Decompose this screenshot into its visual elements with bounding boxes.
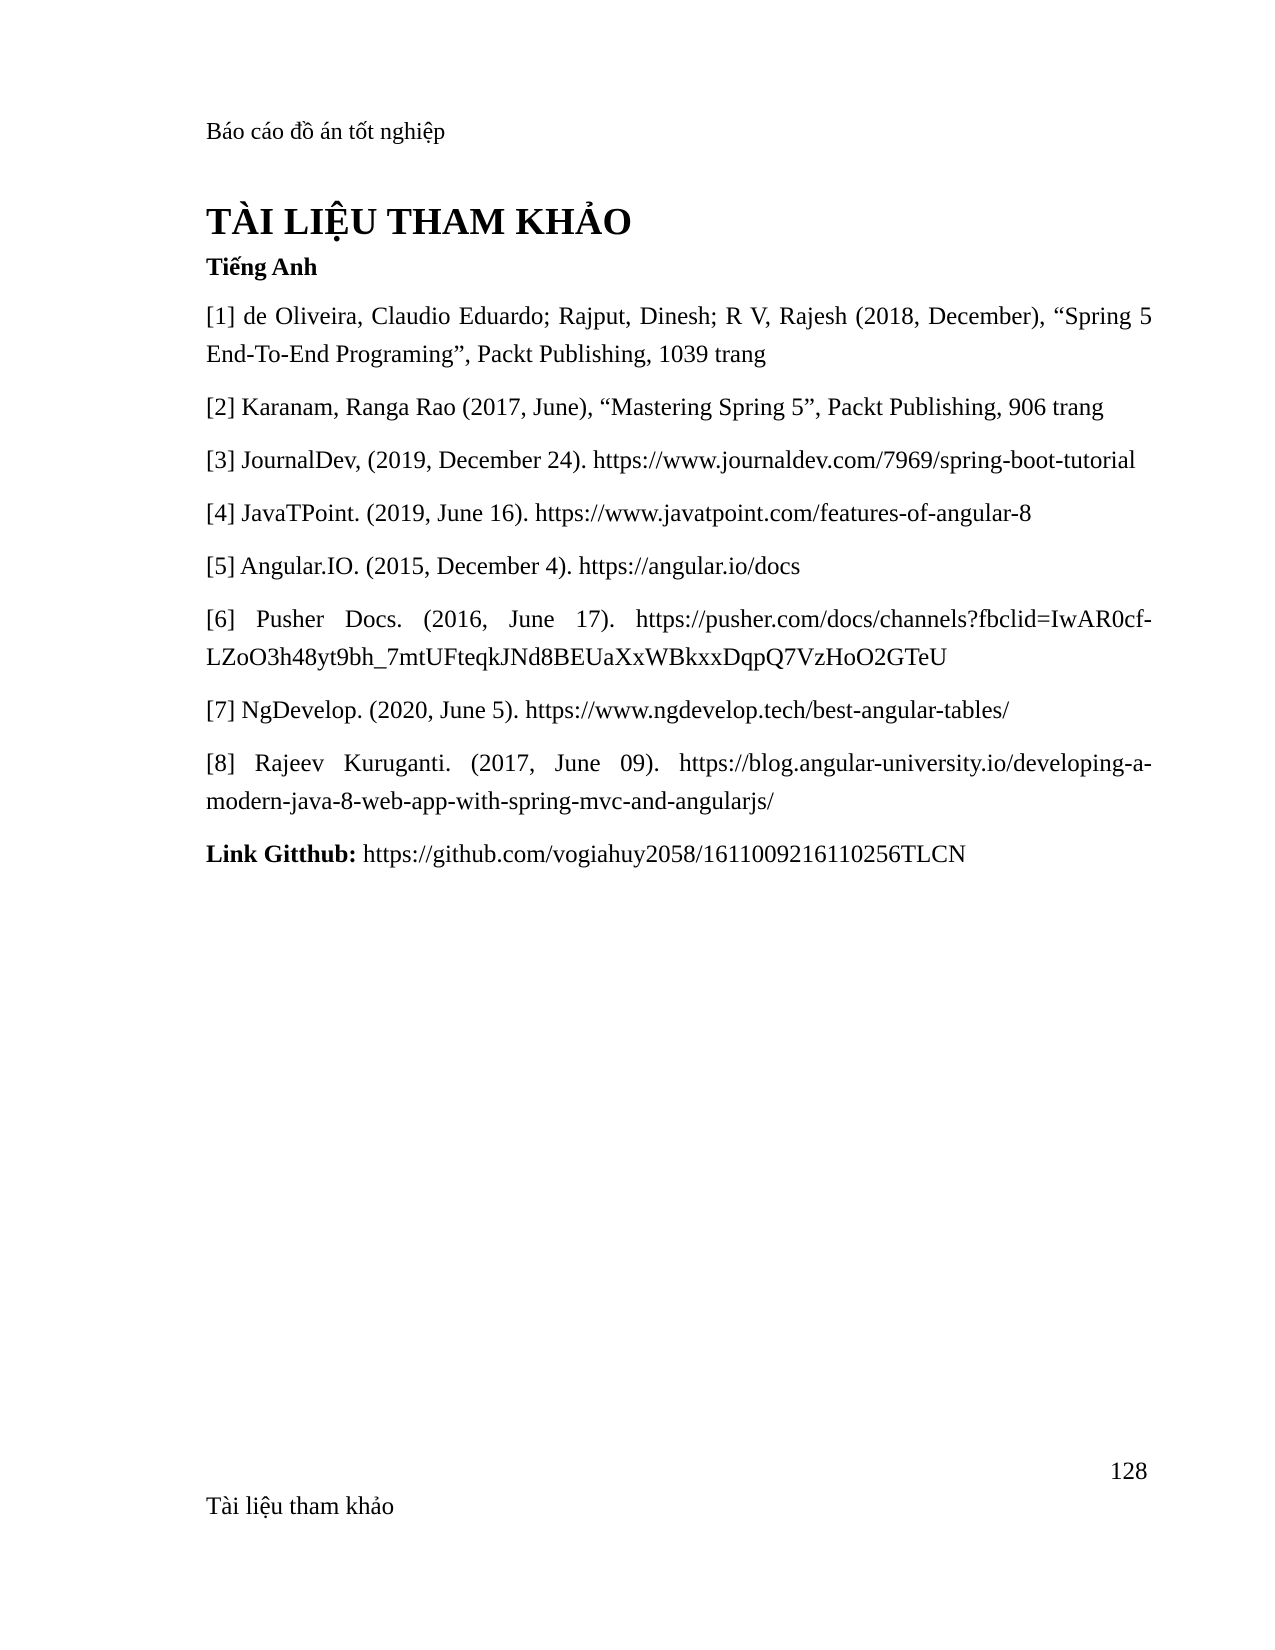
github-label: Link Gitthub: — [206, 841, 357, 868]
reference-item-1: [1] de Oliveira, Claudio Eduardo; Rajput, Dinesh; R V, Rajesh (2018, December), “Spring 5 End-To-End Programing”, Packt Publishing, 1039 trang — [206, 303, 1152, 368]
reference-item-4: [4] JavaTPoint. (2019, June 16). https://www.javatpoint.com/features-of-angular-8 — [206, 500, 1032, 527]
reference-item-7: [7] NgDevelop. (2020, June 5). https://www.ngdevelop.tech/best-angular-tables/ — [206, 697, 1010, 724]
reference-item-8: [8] Rajeev Kuruganti. (2017, June 09). https://blog.angular-university.io/developing-a-modern-java-8-web-app-with-spring-mvc-and-angularjs/ — [206, 750, 1152, 815]
github-url-link[interactable]: https://github.com/vogiahuy2058/1611009216110256TLCN — [363, 841, 967, 868]
page-footer: Tài liệu tham khảo — [206, 1493, 395, 1520]
reference-item-2: [2] Karanam, Ranga Rao (2017, June), “Mastering Spring 5”, Packt Publishing, 906 trang — [206, 394, 1104, 421]
page-number: 128 — [1110, 1458, 1148, 1485]
page-title: TÀI LIỆU THAM KHẢO — [206, 201, 633, 243]
page-header: Báo cáo đồ án tốt nghiệp — [206, 119, 446, 145]
section-subtitle: Tiếng Anh — [206, 254, 318, 281]
reference-list — [206, 298, 1152, 874]
reference-item-5: [5] Angular.IO. (2015, December 4). https://angular.io/docs — [206, 553, 801, 580]
reference-item-3: [3] JournalDev, (2019, December 24). https://www.journaldev.com/7969/spring-boot-tutorial — [206, 447, 1136, 474]
reference-item-6: [6] Pusher Docs. (2016, June 17). https://pusher.com/docs/channels?fbclid=IwAR0cf-LZoO3h48yt9bh_7mtUFteqkJNd8BEUaXxWBkxxDqpQ7VzHoO2GTeU — [206, 606, 1152, 671]
github-link-line — [206, 836, 1152, 874]
